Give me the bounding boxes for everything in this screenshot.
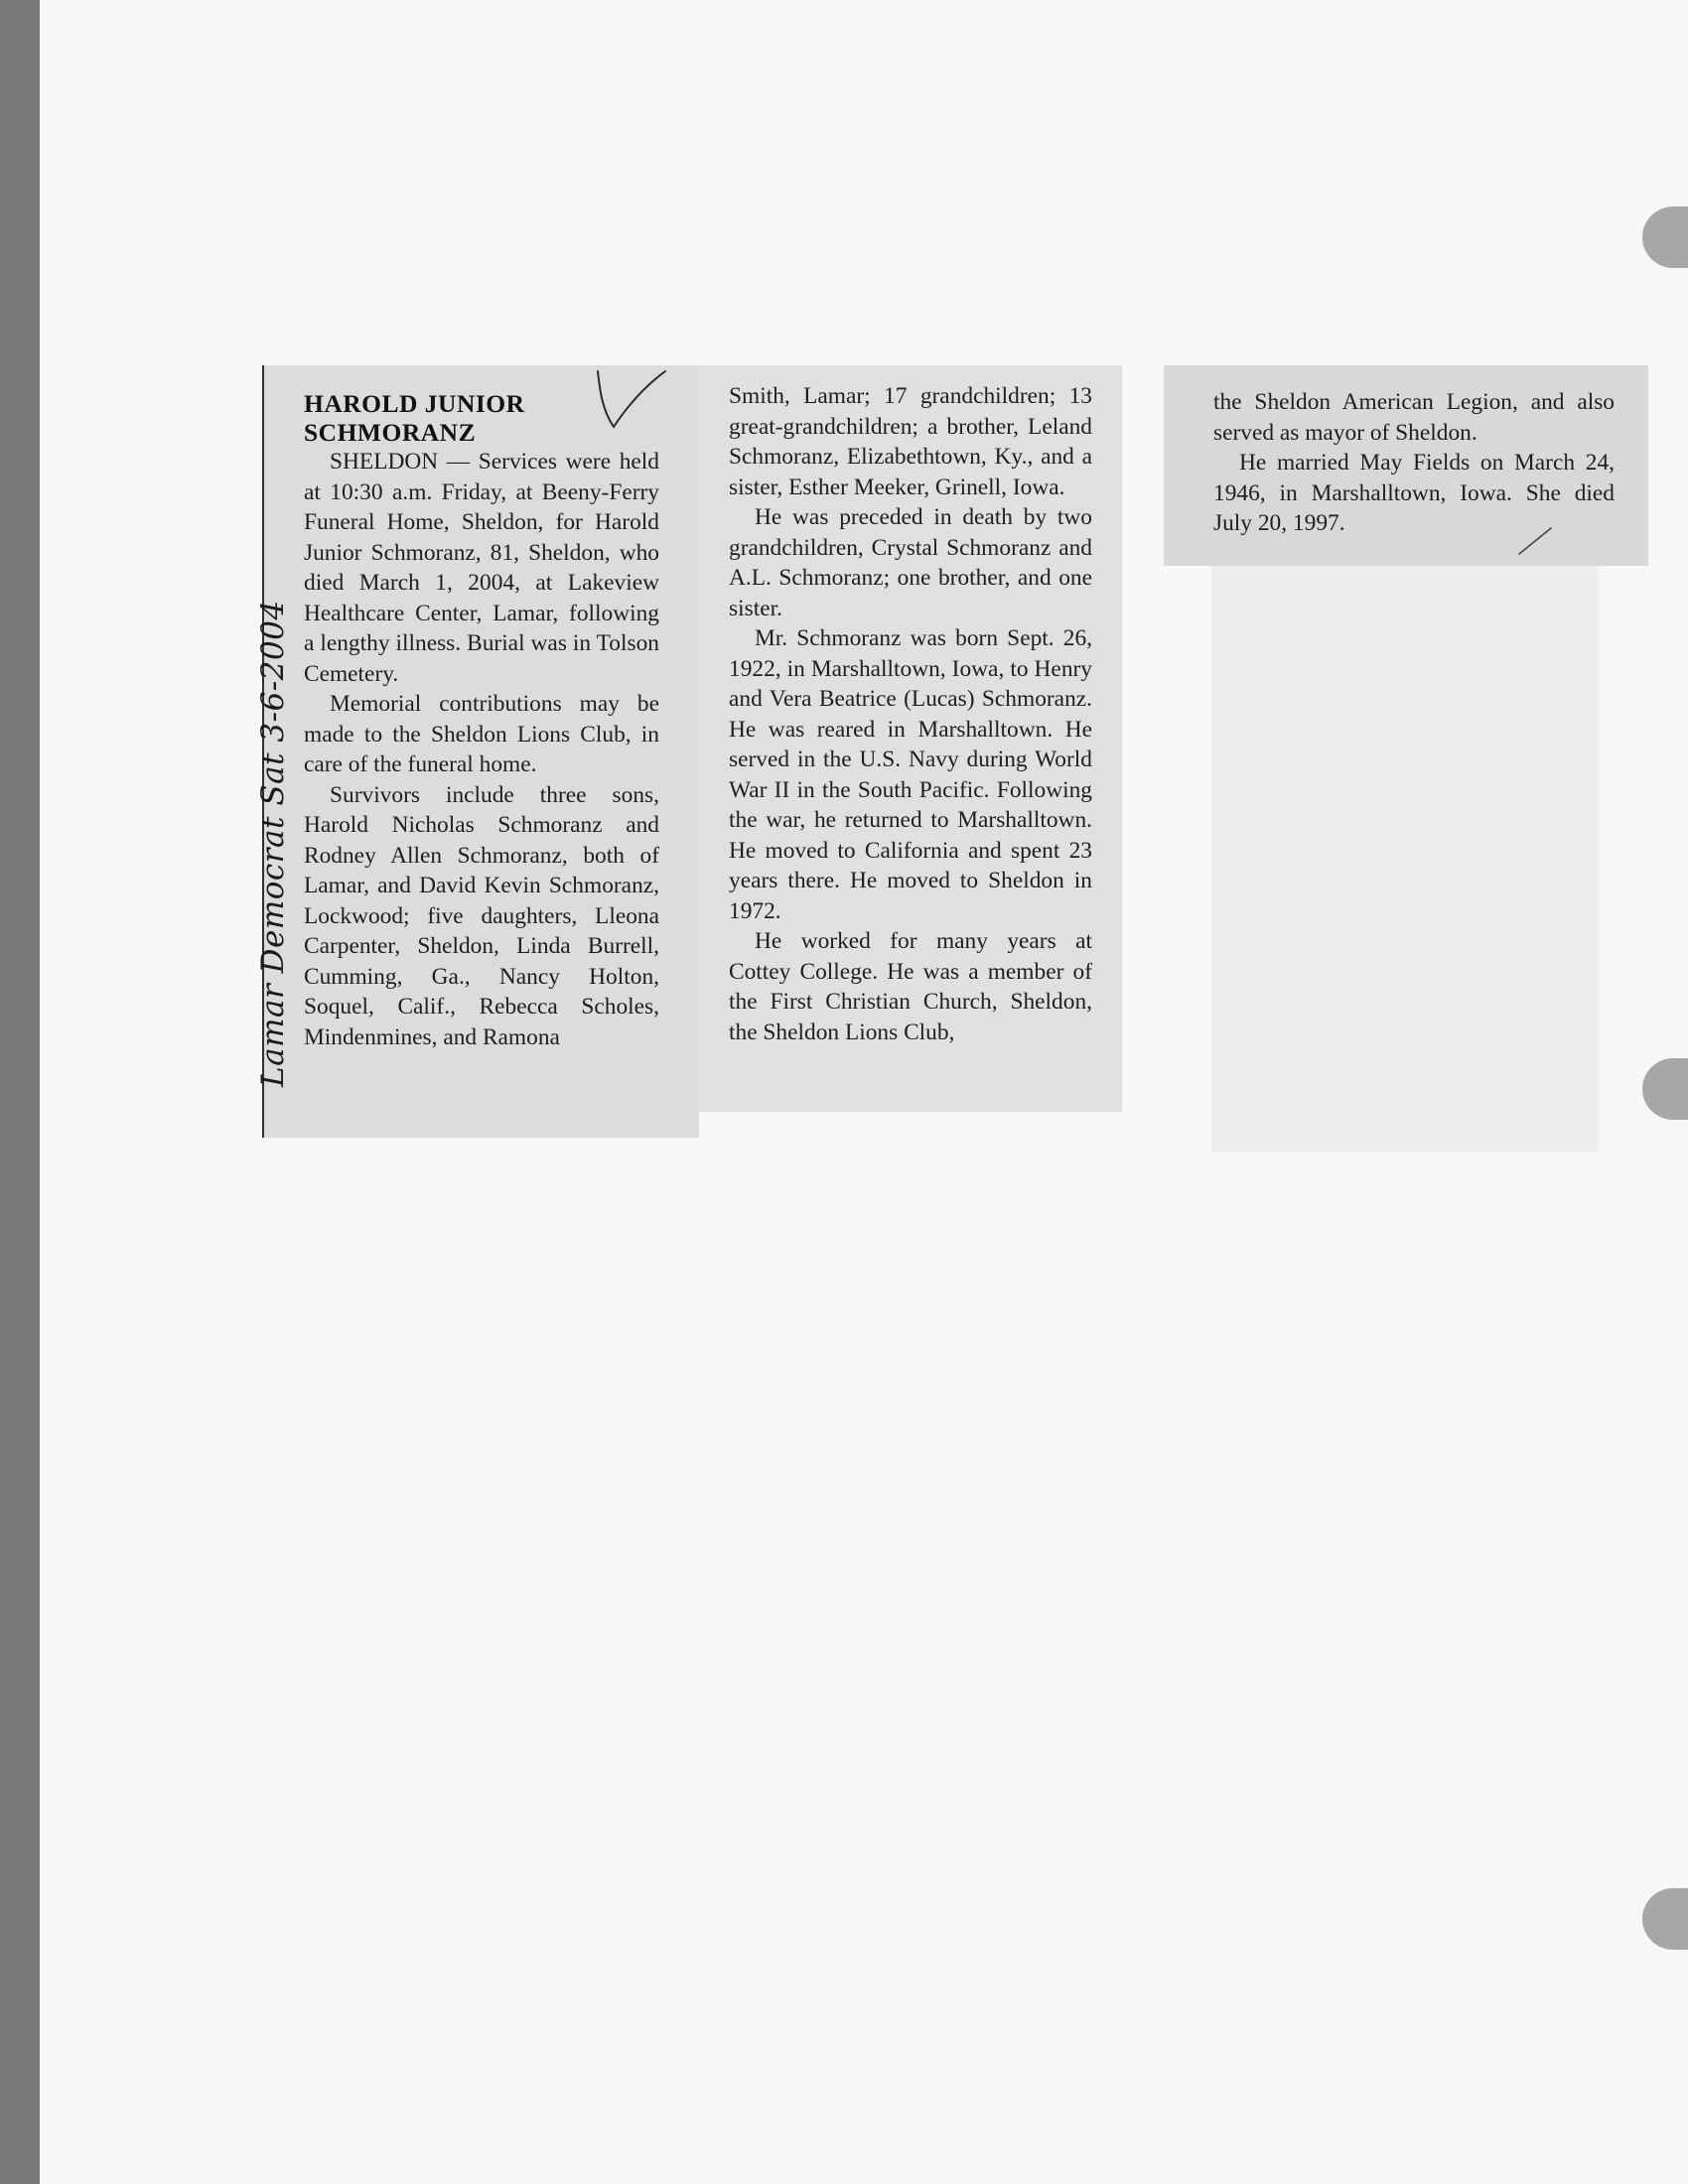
punch-hole-bottom: [1642, 1888, 1688, 1950]
checkmark-icon: [592, 369, 671, 449]
obituary-column-2: [699, 365, 1122, 1112]
scanner-edge: [0, 0, 40, 2184]
obituary-paragraph: Mr. Schmoranz was born Sept. 26, 1922, in Marshalltown, Iowa, to Henry and Vera Beatrice (Lucas) Schmoranz. He was reared in Marshalltown. He served in the U.S. Navy during World War II in the South Pacific. Following the war, he returned to Marshalltown. He moved to California and spent 23 years there. He moved to Sheldon in 1972.: [729, 625, 1092, 924]
handwritten-source-note: Lamar Democrat Sat 3-6-2004: [255, 600, 291, 1087]
obituary-paragraph-continued: the Sheldon American Legion, and also served as mayor of Sheldon.: [1213, 389, 1615, 446]
obituary-paragraph: Memorial contributions may be made to the Sheldon Lions Club, in care of the funeral home.: [304, 691, 659, 777]
obituary-column-1: [262, 365, 699, 1138]
obituary-paragraph-continued: Smith, Lamar; 17 grandchildren; 13 great-grandchildren; a brother, Leland Schmoranz, Elizabethtown, Ky., and a sister, Esther Meeker, Grinell, Iowa.: [729, 383, 1092, 500]
obituary-paragraph: He worked for many years at Cottey College. He was a member of the First Christian Church, Sheldon, the Sheldon Lions Club,: [729, 928, 1092, 1045]
headline-line-2: SCHMORANZ: [304, 418, 477, 447]
pen-mark-icon: [1515, 524, 1555, 558]
obituary-paragraph: He married May Fields on March 24, 1946, in Marshalltown, Iowa. She died July 20, 1997.: [1213, 450, 1615, 536]
newspaper-clipping: [262, 365, 1615, 1138]
obituary-paragraph: Survivors include three sons, Harold Nicholas Schmoranz and Rodney Allen Schmoranz, both of Lamar, and David Kevin Schmoranz, Lockwood; five daughters, Lleona Carpenter, Sheldon, Linda Burrell, Cumming, Ga., Nancy Holton, Soquel, Calif., Rebecca Scholes, Mindenmines, and Ramona: [304, 781, 659, 1050]
obituary-paragraph: SHELDON — Services were held at 10:30 a.m. Friday, at Beeny-Ferry Funeral Home, Sheldon, for Harold Junior Schmoranz, 81, Sheldon, who died March 1, 2004, at Lakeview Healthcare Center, Lamar, following a lengthy illness. Burial was in Tolson Cemetery.: [304, 449, 659, 687]
obituary-column-3: [1164, 365, 1648, 566]
headline-line-1: HAROLD JUNIOR: [304, 389, 525, 418]
obituary-paragraph: He was preceded in death by two grandchildren, Crystal Schmoranz and A.L. Schmoranz; one brother, and one sister.: [729, 504, 1092, 621]
punch-hole-top: [1642, 206, 1688, 268]
punch-hole-middle: [1642, 1058, 1688, 1120]
